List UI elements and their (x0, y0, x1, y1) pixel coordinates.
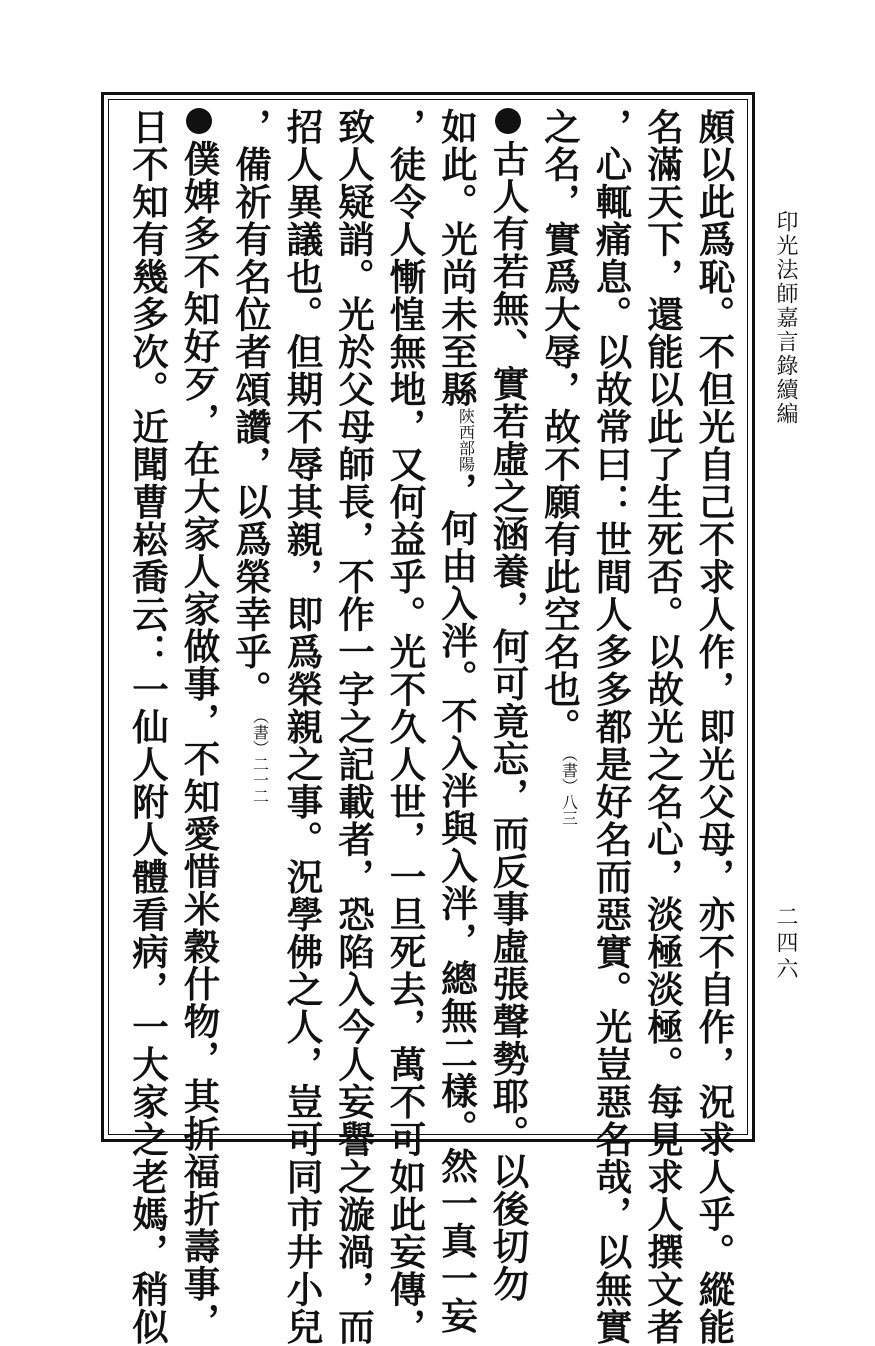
text-column: 僕婢多不知好歹，在大家人家做事，不知愛惜米穀什物，其折福折壽事， (174, 108, 226, 1128)
body-text (118, 108, 740, 1346)
text-column: 頗以此爲恥。不但光自己不求人作，即光父母，亦不自作，況求人乎。縱能 (693, 108, 736, 1346)
text-column: ，徒令人慚惶無地，又何益乎。光不久人世，一旦死去，萬不可如此妄傳， (384, 108, 427, 1346)
paragraph-bullet-icon (186, 108, 212, 134)
text-column: 之名，實爲大辱，故不願有此空名也。（書）八三 (538, 108, 582, 826)
text-column: 古人有若無、實若虛之涵養，何可竟忘，而反事虛張聲勢耶。以後切勿 (483, 108, 535, 1128)
text-column: ，備祈有名位者頌讚，以爲榮幸乎。（書）二一二 (229, 108, 273, 804)
text-column: 招人異議也。但期不辱其親，即爲榮親之事。況學佛之人，豈可同市井小兒 (281, 108, 324, 1346)
source-note: （書）二一二 (250, 708, 270, 804)
text-column: 致人疑誚。光於父母師長，不作一字之記載者，恐陷入今人妄譽之漩渦，而 (332, 108, 376, 1346)
running-header: 印光法師嘉言錄續編 (773, 210, 798, 426)
source-note: （書）八三 (559, 745, 579, 826)
text-column: 如此。光尚未至縣陝西部陽，何由入泮。不入泮與入泮，總無二樣。然一真一妄 (435, 108, 479, 1335)
inline-note: 陝西部陽 (456, 408, 476, 472)
text-column: 名滿天下，還能以此了生死否。以故光之名心，淡極淡極。每見求人撰文者 (641, 108, 685, 1346)
page-number: 二四六 (773, 905, 798, 983)
text-column: 日不知有幾多次。近聞曹崧喬云：一仙人附人體看病，一大家之老媽，稍似 (126, 108, 170, 1346)
text-column: ，心輒痛息。以故常曰：世間人多多都是好名而惡實。光豈惡名哉，以無實 (590, 108, 633, 1346)
paragraph-bullet-icon (495, 108, 521, 134)
